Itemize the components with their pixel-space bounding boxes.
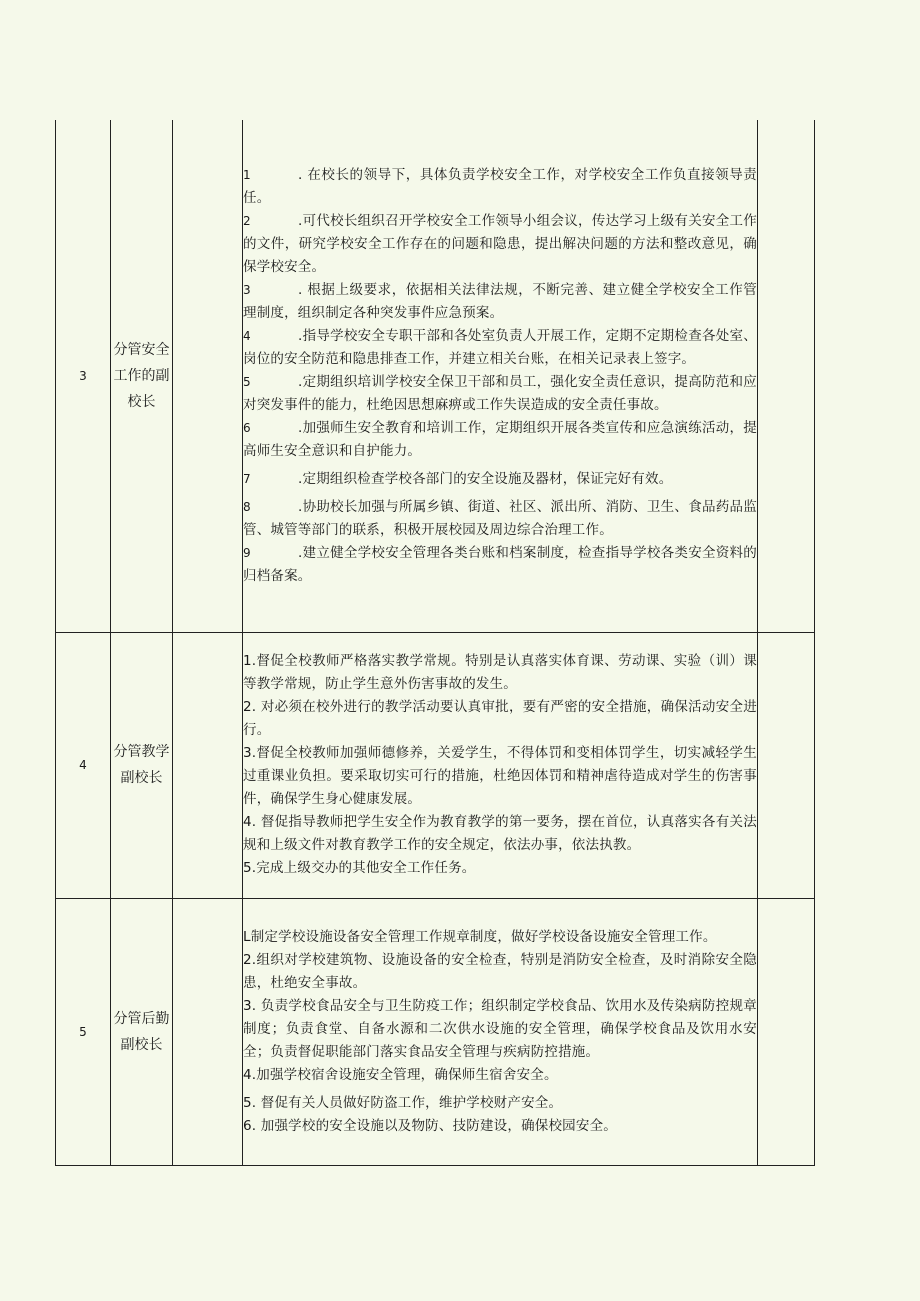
row-number: 4 <box>56 632 111 898</box>
duty-item <box>243 496 757 542</box>
duty-text: .指导学校安全专职干部和各处室负责人开展工作，定期不定期检查各处室、岗位的安全防范和隐患排查工作，并建立相关台账，在相关记录表上签字。 <box>243 327 757 367</box>
table-row <box>56 898 815 1165</box>
role-title: 分管后勤副校长 <box>111 898 173 1165</box>
table-row <box>56 632 815 898</box>
duty-text: .协助校长加强与所属乡镇、街道、社区、派出所、消防、卫生、食品药品监管、城管等部门的联系，积极开展校园及周边综合治理工作。 <box>243 498 757 538</box>
duty-index: 6 <box>243 420 251 435</box>
duty-item: 3. 负责学校食品安全与卫生防疫工作；组织制定学校食品、饮用水及传染病防控规章制度；负责食堂、自备水源和二次供水设施的安全管理，确保学校食品及饮用水安全；负责督促职能部门落实食品安全管理与疾病防控措施。 <box>243 997 757 1060</box>
duty-item: L制定学校设施设备安全管理工作规章制度，做好学校设备设施安全管理工作。 <box>243 928 717 945</box>
duty-item <box>243 279 757 325</box>
duty-text: .定期组织检查学校各部门的安全设施及器材，保证完好有效。 <box>298 470 673 487</box>
duty-text: . 在校长的领导下，具体负责学校安全工作，对学校安全工作负直接领导责任。 <box>243 166 757 206</box>
duty-item <box>243 371 757 417</box>
row-number: 3 <box>56 120 111 632</box>
duty-item <box>243 542 757 588</box>
duty-text: .定期组织培训学校安全保卫干部和员工，强化安全责任意识，提高防范和应对突发事件的能力，杜绝因思想麻痹或工作失误造成的安全责任事故。 <box>243 373 757 413</box>
empty-cell <box>173 120 243 632</box>
duty-item <box>243 210 757 279</box>
duty-item: 4.加强学校宿舍设施安全管理，确保师生宿舍安全。 <box>243 1066 558 1083</box>
empty-cell <box>758 898 815 1165</box>
empty-cell <box>758 632 815 898</box>
duty-item: 5.完成上级交办的其他安全工作任务。 <box>243 860 476 876</box>
duty-item: 6. 加强学校的安全设施以及物防、技防建设，确保校园安全。 <box>243 1117 617 1134</box>
empty-cell <box>173 898 243 1165</box>
duty-item: 1.督促全校教师严格落实教学常规。特别是认真落实体育课、劳动课、实验（训）课等教学常规，防止学生意外伤害事故的发生。 <box>243 653 757 692</box>
duty-text: .建立健全学校安全管理各类台账和档案制度，检查指导学校各类安全资料的归档备案。 <box>243 544 757 584</box>
duty-item: 3.督促全校教师加强师德修养，关爱学生，不得体罚和变相体罚学生，切实减轻学生过重课业负担。要采取切实可行的措施，杜绝因体罚和精神虐待造成对学生的伤害事件，确保学生身心健康发展。 <box>243 745 757 807</box>
duty-index: 4 <box>243 328 251 343</box>
duty-index: 3 <box>243 282 251 297</box>
duty-list <box>243 632 758 898</box>
duty-item: 2. 对必须在校外进行的教学活动要认真审批，要有严密的安全措施，确保活动安全进行。 <box>243 699 757 738</box>
safety-duty-table <box>55 120 815 1166</box>
duty-item <box>243 164 757 210</box>
table-row <box>56 120 815 632</box>
duty-index: 5 <box>243 374 251 389</box>
empty-cell <box>758 120 815 632</box>
duty-index: 8 <box>243 499 251 514</box>
duty-item <box>243 417 757 463</box>
duty-index: 9 <box>243 545 251 560</box>
duty-text: .可代校长组织召开学校安全工作领导小组会议，传达学习上级有关安全工作的文件，研究学校安全工作存在的问题和隐患，提出解决问题的方法和整改意见，确保学校安全。 <box>243 212 757 275</box>
duty-index: 1 <box>243 167 251 182</box>
row-number: 5 <box>56 898 111 1165</box>
duty-item <box>243 468 757 491</box>
duty-item: 2.组织对学校建筑物、设施设备的安全检查，特别是消防安全检查，及时消除安全隐患，杜绝安全事故。 <box>243 951 757 991</box>
duty-list <box>243 120 758 632</box>
role-title: 分管教学副校长 <box>111 632 173 898</box>
duty-text: . 根据上级要求，依据相关法律法规，不断完善、建立健全学校安全工作管理制度，组织制定各种突发事件应急预案。 <box>243 281 757 321</box>
duty-index: 7 <box>243 471 251 486</box>
duty-index: 2 <box>243 213 251 228</box>
duty-item: 4. 督促指导教师把学生安全作为教育教学的第一要务，摆在首位，认真落实各有关法规和上级文件对教育教学工作的安全规定，依法办事，依法执教。 <box>243 814 757 853</box>
empty-cell <box>173 632 243 898</box>
role-title: 分管安全工作的副校长 <box>111 120 173 632</box>
duty-item: 5. 督促有关人员做好防盗工作，维护学校财产安全。 <box>243 1094 563 1111</box>
duty-text: .加强师生安全教育和培训工作，定期组织开展各类宣传和应急演练活动，提高师生安全意识和自护能力。 <box>243 419 757 459</box>
duty-list <box>243 898 758 1165</box>
duty-item <box>243 325 757 371</box>
